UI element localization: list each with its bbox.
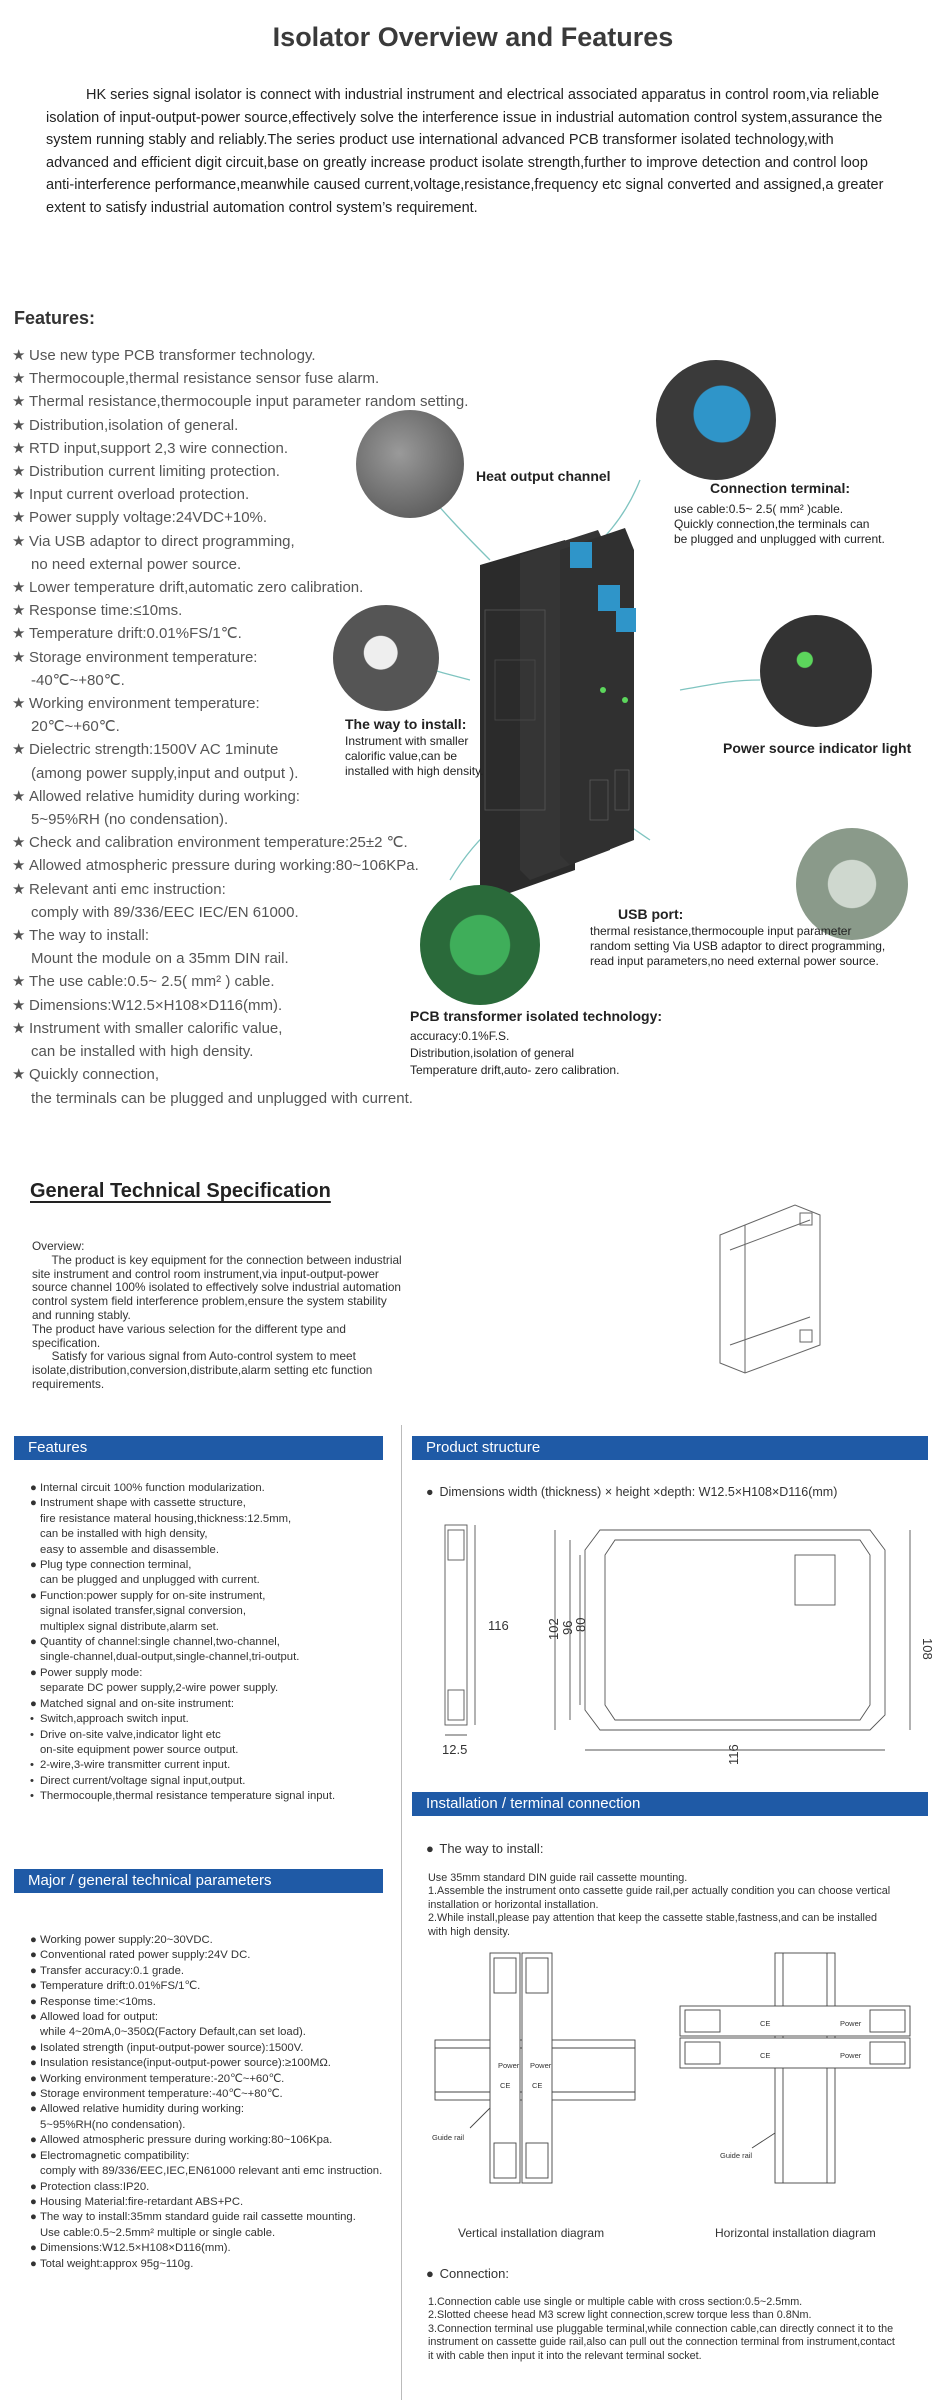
feature-subtext: -40℃~+80℃. — [31, 671, 125, 689]
bullet-item — [30, 1558, 400, 1573]
star-icon: ★ — [12, 393, 26, 411]
bullet-text: Power supply mode: — [40, 1666, 143, 1679]
dim-116-depth: 116 — [726, 1744, 741, 1765]
bullet-subtext: signal isolated transfer,signal conversion, — [40, 1605, 246, 1618]
bullet-item — [30, 1979, 400, 1994]
install-photo — [333, 605, 439, 711]
bullet-text: Working environment temperature:-20℃~+60℃. — [40, 2072, 285, 2085]
bullet-text: Working power supply:20~30VDC. — [40, 1934, 213, 1946]
install-line: with high density. — [428, 1925, 511, 1938]
feature-text: Use new type PCB transformer technology. — [29, 347, 316, 364]
star-icon: ★ — [12, 996, 26, 1014]
feature-subtext: comply with 89/336/EEC IEC/EN 61000. — [31, 903, 299, 921]
star-icon: ★ — [12, 625, 26, 643]
bullet-subtext: Use cable:0.5~2.5mm² multiple or single cable. — [40, 2226, 276, 2239]
star-icon: ★ — [12, 347, 26, 364]
overview-line: The product is key equipment for the connection between industrial — [32, 1252, 402, 1267]
bullet-text: Quantity of channel:single channel,two-channel, — [40, 1636, 280, 1649]
bullet-icon: ● — [30, 1589, 37, 1602]
bullet-item — [30, 2041, 400, 2056]
bullet-item — [30, 1758, 400, 1773]
feature-subtext: can be installed with high density. — [31, 1043, 254, 1061]
bullet-item — [30, 1789, 400, 1804]
bullet-text: Instrument shape with cassette structure, — [40, 1497, 246, 1510]
bullet-text: Protection class:IP20. — [40, 2180, 150, 2193]
feature-text: Distribution current limiting protection. — [29, 463, 280, 481]
bullet-icon: • — [30, 1790, 34, 1803]
bullet-icon: • — [30, 1774, 34, 1787]
bullet-text: Insulation resistance(input-output-power source):≥100MΩ. — [40, 2057, 331, 2070]
bullet-text: Function:power supply for on-site instrument, — [40, 1589, 266, 1602]
terminal-line: be plugged and unplugged with current. — [674, 532, 885, 546]
install-line: calorific value,can be — [345, 749, 458, 763]
bullet-item — [30, 2241, 400, 2256]
bullet-item — [30, 2056, 400, 2071]
bullet-item — [30, 1697, 400, 1712]
star-icon: ★ — [12, 579, 26, 597]
feature-text: Response time:≤10ms. — [29, 602, 183, 620]
bullet-icon: ● — [30, 2103, 37, 2116]
star-icon: ★ — [12, 695, 26, 713]
star-icon: ★ — [12, 416, 26, 434]
bullet-item — [30, 1666, 400, 1681]
bullet-item — [30, 1933, 400, 1948]
bullet-text: Internal circuit 100% function modularization. — [40, 1482, 265, 1494]
install-line: 2.While install,please pay attention that keep the cassette stable,fastness,and can be installed — [428, 1912, 877, 1925]
bullet-item — [30, 1995, 400, 2010]
bullet-subtext: can be plugged and unplugged with current. — [40, 1574, 260, 1587]
feature-text: Dimensions:W12.5×H108×D116(mm). — [29, 996, 283, 1014]
terminal-line: use cable:0.5~ 2.5( mm² )cable. — [674, 502, 844, 516]
dim-80: 80 — [573, 1617, 588, 1632]
connection-lines — [428, 2296, 933, 2363]
bullet-item — [30, 1964, 400, 1979]
bullet-item — [30, 2102, 400, 2117]
horizontal-module-power-2: Power — [840, 2051, 862, 2060]
bullet-text: Allowed relative humidity during working: — [40, 2103, 245, 2116]
bullet-item — [30, 2133, 400, 2148]
bullet-icon: ● — [30, 1666, 37, 1679]
feature-text: Input current overload protection. — [29, 486, 250, 504]
bullet-item — [30, 1635, 400, 1650]
overview-line: control system field interference problem,ensure the system stability — [32, 1294, 387, 1309]
bullet-icon: ● — [30, 2041, 37, 2054]
bullet-text: Allowed atmospheric pressure during working:80~106Kpa. — [40, 2134, 333, 2147]
feature-subtext: 20℃~+60℃. — [31, 718, 120, 736]
bullet-text: Allowed load for output: — [40, 2011, 159, 2024]
bullet-text: Total weight:approx 95g~110g. — [40, 2257, 194, 2270]
feature-subtext: (among power supply,input and output ). — [31, 764, 299, 782]
pcb-photo — [420, 885, 540, 1005]
bullet-icon: ● — [30, 1482, 37, 1494]
bullet-icon: • — [30, 1713, 34, 1726]
feature-text: The way to install: — [29, 927, 150, 945]
bullet-text: Matched signal and on-site instrument: — [40, 1697, 235, 1710]
feature-text: Allowed atmospheric pressure during working:80~106KPa. — [29, 857, 419, 875]
bullet-subtext: can be installed with high density, — [40, 1528, 208, 1541]
bullet-subtext: single-channel,dual-output,single-channel,tri-output. — [40, 1651, 300, 1664]
connection-title-text: Connection: — [439, 2266, 510, 2281]
bullet-item — [30, 2257, 400, 2272]
bullet-text: Direct current/voltage signal input,output. — [40, 1774, 246, 1787]
bullet-text: Switch,approach switch input. — [40, 1713, 189, 1726]
bullet-item — [30, 2072, 400, 2087]
overview-line: source channel 100% isolated to effectively solve industrial automation — [32, 1280, 401, 1295]
bullet-icon: ● — [30, 2242, 37, 2255]
dim-96: 96 — [560, 1620, 575, 1635]
pcb-title: PCB transformer isolated technology: — [410, 1008, 663, 1024]
bullet-item — [30, 2010, 400, 2025]
bullet-subtext: on-site equipment power source output. — [40, 1743, 239, 1756]
bullet-item — [30, 2149, 400, 2164]
star-icon: ★ — [12, 370, 26, 388]
feature-text: Via USB adaptor to direct programming, — [29, 532, 295, 550]
overview-text — [32, 1240, 472, 1392]
bullet-icon: ● — [30, 2134, 37, 2147]
bullet-text: Isolated strength (input-output-power source):1500V. — [40, 2041, 304, 2054]
bullet-subtext: multiplex signal distribute,alarm set. — [40, 1620, 219, 1633]
way-install-title: ● The way to install: — [426, 1841, 544, 1856]
bullet-text: Response time:<10ms. — [40, 1995, 156, 2008]
pcb-line: Temperature drift,auto- zero calibration. — [410, 1063, 620, 1077]
usb-title: USB port: — [618, 906, 684, 922]
overview-line: site instrument and control room instrument,via input-output-power — [32, 1266, 379, 1281]
bullet-item — [30, 1728, 400, 1743]
bullet-item — [30, 2210, 400, 2225]
feature-text: RTD input,support 2,3 wire connection. — [29, 439, 289, 457]
params-bar: Major / general technical parameters — [14, 1869, 383, 1893]
bullet-icon: ● — [30, 1980, 37, 1993]
bullet-icon: ● — [30, 1697, 37, 1710]
bullet-text: Transfer accuracy:0.1 grade. — [40, 1964, 184, 1977]
bullet-icon: ● — [30, 1995, 37, 2008]
star-icon: ★ — [12, 486, 26, 504]
conn-line: it with cable then input it into the relevant terminal socket. — [428, 2349, 702, 2362]
star-icon: ★ — [12, 880, 26, 898]
feature-text: Relevant anti emc instruction: — [29, 880, 226, 898]
bullet-item — [30, 2087, 400, 2102]
pcb-callout — [410, 1008, 710, 1079]
install-line: Instrument with smaller — [345, 734, 469, 748]
bullet-subtext: comply with 89/336/EEC,IEC,EN61000 relevant anti emc instruction. — [40, 2165, 383, 2178]
bullet-text: Dimensions:W12.5×H108×D116(mm). — [40, 2242, 231, 2255]
bullet-subtext: separate DC power supply,2-wire power supply. — [40, 1682, 279, 1695]
star-icon: ★ — [12, 787, 26, 805]
bullet-subtext: while 4~20mA,0~350Ω(Factory Default,can set load). — [40, 2026, 306, 2039]
bullet-icon: ● — [30, 1964, 37, 1977]
vertical-module-ce-2: CE — [532, 2081, 543, 2090]
overview-line: The product have various selection for the different type and — [32, 1321, 346, 1336]
dim-102: 102 — [546, 1618, 561, 1640]
bullet-icon: ● — [30, 2057, 37, 2070]
star-icon: ★ — [12, 463, 26, 481]
install-callout — [345, 716, 545, 779]
features-heading: Features: — [14, 308, 96, 328]
bullet-text: Thermocouple,thermal resistance temperature signal input. — [40, 1790, 336, 1803]
star-icon: ★ — [12, 648, 26, 666]
bullet-icon: ● — [30, 2072, 37, 2085]
bullet-item — [30, 1481, 400, 1496]
bullet-icon: • — [30, 1759, 34, 1772]
bullet-icon: ● — [30, 2180, 37, 2193]
vertical-module-power: Power — [498, 2061, 520, 2070]
bullet-text: Conventional rated power supply:24V DC. — [40, 1949, 251, 1962]
vertical-module-ce: CE — [500, 2081, 511, 2090]
bullet-item — [30, 2180, 400, 2195]
features-bar: Features — [14, 1436, 383, 1460]
bullet-icon: ● — [30, 2211, 37, 2224]
install-bar: Installation / terminal connection — [412, 1792, 928, 1816]
bullet-text: 2-wire,3-wire transmitter current input. — [40, 1759, 231, 1772]
pcb-line: Distribution,isolation of general — [410, 1046, 575, 1060]
horizontal-module-ce-2: CE — [760, 2051, 771, 2060]
dimension-drawing — [420, 1510, 935, 1765]
way-install-text: The way to install: — [439, 1841, 544, 1856]
install-lines — [428, 1872, 928, 1939]
usb-line: read input parameters,no need external power source. — [590, 954, 879, 968]
feature-text: Thermal resistance,thermocouple input parameter random setting. — [29, 393, 469, 411]
conn-line: 1.Connection cable use single or multiple cable with cross section:0.5~2.5mm. — [428, 2296, 803, 2308]
params-bullet-list — [30, 1933, 400, 2272]
star-icon: ★ — [12, 1066, 26, 1084]
install-line: Use 35mm standard DIN guide rail cassette mounting. — [428, 1872, 688, 1884]
isolator-module — [480, 528, 636, 900]
bullet-icon: ● — [30, 2195, 37, 2208]
bullet-text: Temperature drift:0.01%FS/1℃. — [40, 1980, 201, 1993]
bullet-icon: ● — [30, 1636, 37, 1649]
horizontal-module-ce: CE — [760, 2019, 771, 2028]
horizontal-module-power: Power — [840, 2019, 862, 2028]
features-bullet-list — [30, 1481, 400, 1805]
connection-title: ● Connection: — [426, 2266, 510, 2281]
heat-channel-photo — [356, 410, 464, 518]
feature-text: Temperature drift:0.01%FS/1℃. — [29, 625, 242, 643]
bullet-item — [30, 1948, 400, 1963]
star-icon: ★ — [12, 602, 26, 620]
star-icon: ★ — [12, 857, 26, 875]
bullet-text: Storage environment temperature:-40℃~+80℃. — [40, 2088, 283, 2101]
dim-116-front: 116 — [488, 1618, 509, 1633]
bullet-text: The way to install:35mm standard guide rail cassette mounting. — [40, 2211, 356, 2224]
terminal-photo — [656, 360, 776, 480]
install-line: 1.Assemble the instrument onto cassette guide rail,per actually condition you can choose vertical — [428, 1885, 891, 1898]
bullet-item — [30, 1589, 400, 1604]
usb-line: thermal resistance,thermocouple input parameter — [590, 924, 852, 938]
feature-text: Dielectric strength:1500V AC 1minute — [29, 741, 279, 759]
bullet-icon: ● — [30, 1934, 37, 1946]
pcb-line: accuracy:0.1%F.S. — [410, 1029, 510, 1043]
star-icon: ★ — [12, 532, 26, 550]
star-icon: ★ — [12, 834, 26, 852]
bullet-item — [30, 2195, 400, 2210]
terminal-line: Quickly connection,the terminals can — [674, 517, 870, 531]
vertical-caption: Vertical installation diagram — [458, 2226, 605, 2240]
feature-text: Distribution,isolation of general. — [29, 416, 239, 434]
overview-line: Satisfy for various signal from Auto-control system to meet — [32, 1349, 356, 1364]
bullet-icon: ● — [30, 2257, 37, 2270]
conn-line: 2.Slotted cheese head M3 screw light connection,screw torque less than 0.8Nm. — [428, 2309, 812, 2322]
feature-text: Allowed relative humidity during working: — [29, 787, 300, 805]
feature-text: Power supply voltage:24VDC+10%. — [29, 509, 268, 527]
feature-text: The use cable:0.5~ 2.5( mm² ) cable. — [29, 973, 275, 991]
overview-line: isolate,distribution,conversion,distribute,alarm setting etc function — [32, 1363, 373, 1378]
feature-subtext: 5~95%RH (no condensation). — [31, 811, 229, 829]
usb-callout — [590, 906, 930, 969]
dims-text: ● Dimensions width (thickness) × height ×depth: W12.5×H108×D116(mm) — [426, 1485, 838, 1499]
bullet-icon: • — [30, 1728, 34, 1741]
indicator-light-photo — [760, 615, 872, 727]
star-icon: ★ — [12, 439, 26, 457]
star-icon: ★ — [12, 927, 26, 945]
conn-line: instrument on cassette guide rail,also can pull out the connection terminal from instrument,contact — [428, 2336, 895, 2349]
bullet-icon: ● — [30, 1949, 37, 1962]
module-outline-sketch — [700, 1195, 840, 1375]
terminal-title: Connection terminal: — [710, 480, 851, 496]
feature-subtext: Mount the module on a 35mm DIN rail. — [31, 950, 289, 968]
bullet-text: Housing Material:fire-retardant ABS+PC. — [40, 2195, 244, 2208]
bullet-text: Drive on-site valve,indicator light etc — [40, 1728, 221, 1741]
feature-subtext: no need external power source. — [31, 555, 242, 573]
feature-text: Instrument with smaller calorific value, — [29, 1019, 283, 1037]
feature-text: Quickly connection, — [29, 1066, 160, 1084]
dim-108: 108 — [920, 1638, 935, 1660]
bullet-icon: ● — [30, 2011, 37, 2024]
bullet-icon: ● — [30, 1497, 37, 1510]
bullet-subtext: fire resistance materal housing,thickness:12.5mm, — [40, 1512, 292, 1525]
overview-line: Overview: — [32, 1239, 85, 1253]
column-divider — [401, 1425, 402, 2400]
feature-text: Thermocouple,thermal resistance sensor fuse alarm. — [29, 370, 380, 388]
heat-output-label: Heat output channel — [476, 468, 611, 484]
bullet-item — [30, 1774, 400, 1789]
overview-line: and running stably. — [32, 1307, 131, 1322]
feature-text: Storage environment temperature: — [29, 648, 258, 666]
usb-line: random setting Via USB adaptor to direct programming, — [590, 939, 886, 953]
feature-subtext: the terminals can be plugged and unplugged with current. — [31, 1089, 413, 1107]
install-title: The way to install: — [345, 716, 467, 732]
bullet-icon: ● — [30, 1559, 37, 1572]
star-icon: ★ — [12, 1019, 26, 1037]
terminal-callout — [674, 480, 934, 547]
bullet-item — [30, 1712, 400, 1727]
conn-line: 3.Connection terminal use pluggable terminal,while connection cable,can directly connect it to the — [428, 2322, 894, 2335]
install-line: installed with high density. — [345, 764, 484, 778]
bullet-text: Plug type connection terminal, — [40, 1559, 192, 1572]
structure-bar: Product structure — [412, 1436, 928, 1460]
installation-diagrams — [430, 1948, 930, 2208]
dims-value: Dimensions width (thickness) × height ×depth: W12.5×H108×D116(mm) — [439, 1485, 838, 1499]
bullet-subtext: easy to assemble and disassemble. — [40, 1543, 219, 1556]
bullet-text: Electromagnetic compatibility: — [40, 2149, 190, 2162]
feature-text: Working environment temperature: — [29, 695, 260, 713]
install-line: installation or horizontal installation. — [428, 1898, 599, 1911]
horizontal-caption: Horizontal installation diagram — [715, 2226, 876, 2240]
intro-paragraph: HK series signal isolator is connect with industrial instrument and electrical associated apparatus in control room,via reliable isolation of input-output-power source,effectively solve the interference issue in industrial automation control system,assurance the system running stably and reliably.The series product use international advanced PCB transformer isolated technology,with advanced and efficient digit circuit,base on greatly increase product isolate strength,further to improve detection and control loop anti-interference performance,meanwhile caused current,voltage,resistance,frequency etc signal converted and assigned,a greater extent to satisfy industrial automation control system’s requirement. — [46, 87, 884, 216]
bullet-subtext: 5~95%RH(no condensation). — [40, 2118, 186, 2131]
bullet-icon: ● — [30, 2088, 37, 2101]
guide-rail-label-vertical: Guide rail — [432, 2133, 465, 2142]
guide-rail-label-horizontal: Guide rail — [720, 2151, 753, 2160]
star-icon: ★ — [12, 973, 26, 991]
overview-line: requirements. — [32, 1376, 105, 1391]
star-icon: ★ — [12, 741, 26, 759]
feature-text: Check and calibration environment temperature:25±2 ℃. — [29, 834, 408, 852]
overview-line: specification. — [32, 1335, 101, 1350]
bullet-icon: ● — [30, 2149, 37, 2162]
page-title: Isolator Overview and Features — [272, 22, 674, 52]
star-icon: ★ — [12, 509, 26, 527]
power-indicator-label: Power source indicator light — [723, 740, 912, 756]
gts-heading: General Technical Specification — [30, 1180, 331, 1202]
vertical-module-power-2: Power — [530, 2061, 552, 2070]
feature-text: Lower temperature drift,automatic zero calibration. — [29, 579, 364, 597]
dim-12-5: 12.5 — [442, 1742, 468, 1757]
bullet-item — [30, 1496, 400, 1511]
